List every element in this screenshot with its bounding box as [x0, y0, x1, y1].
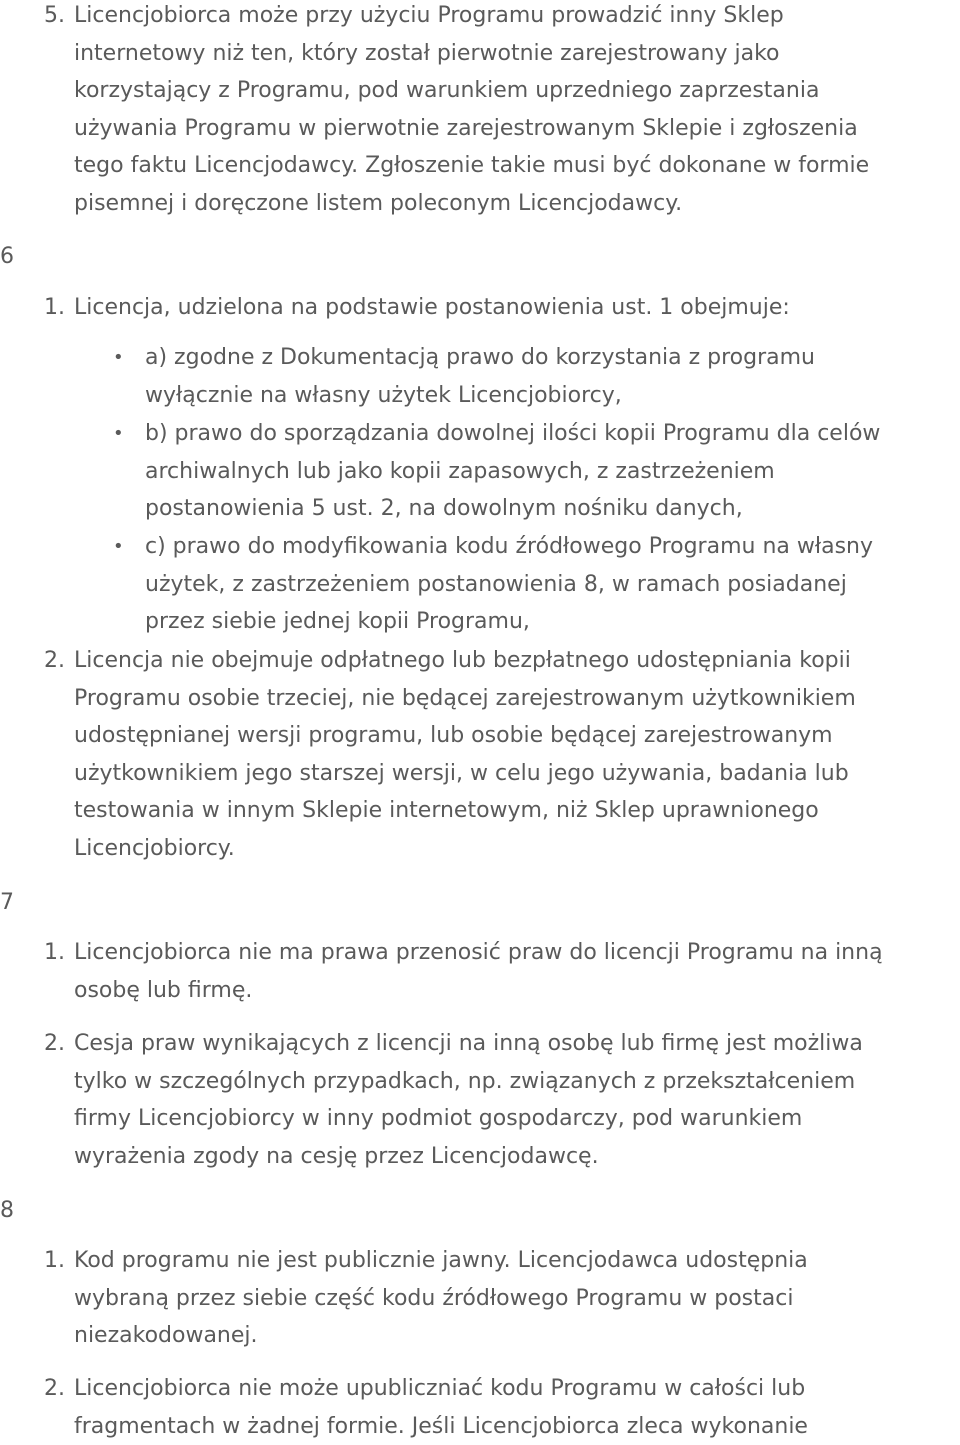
section-heading-8 — [0, 1192, 14, 1230]
item-number: 2. — [44, 648, 65, 673]
item-text: Licencjobiorca nie może upubliczniać kodu Programu w całości lub fragmentach w żadnej formie. Jeśli Licencjobiorca zleca wykonanie — [74, 1376, 808, 1439]
bullet-point: • — [113, 423, 124, 444]
bullet-point: • — [113, 536, 124, 557]
list-item-text: b) prawo do sporządzania dowolnej ilości kopii Programu dla celów archiwalnych lub jako kopii zapasowych, z zastrzeżeniem postanowienia 5 ust. 2, na dowolnym nośniku danych, — [145, 421, 881, 521]
item-number: 1. — [44, 295, 65, 320]
section-number: 8 — [0, 1198, 14, 1223]
section-number: 6 — [0, 244, 14, 269]
item-text: Licencja, udzielona na podstawie postanowienia ust. 1 obejmuje: — [74, 295, 790, 320]
list-item-text: c) prawo do modyfikowania kodu źródłowego Programu na własny użytek, z zastrzeżeniem postanowienia 8, w ramach posiadanej przez siebie jednej kopii Programu, — [145, 534, 874, 634]
paragraph-item-6-1 — [44, 289, 960, 327]
item-text: Licencja nie obejmuje odpłatnego lub bezpłatnego udostępniania kopii Programu osobie trzeciej, nie będącej zarejestrowanym użytkownikiem udostępnianej wersji programu, lub osobie będącej zarejestrowanym użytkownikiem jego starszej wersji, w celu jego używania, badania lub testowania w innym Sklepie internetowym, niż Sklep uprawnionego Licencjobiorcy. — [74, 648, 856, 861]
item-number: 1. — [44, 1248, 65, 1273]
bullet-point: • — [113, 347, 124, 368]
list-item — [113, 415, 960, 528]
section-heading-6 — [0, 238, 14, 276]
item-text: Cesja praw wynikających z licencji na inną osobę lub firmę jest możliwa tylko w szczególnych przypadkach, np. związanych z przekształceniem firmy Licencjobiorcy w inny podmiot gospodarczy, pod warunkiem wyrażenia zgody na cesję przez Licencjodawcę. — [74, 1031, 863, 1169]
item-number: 1. — [44, 940, 65, 965]
item-number: 2. — [44, 1031, 65, 1056]
paragraph-item-7-1 — [44, 934, 960, 1009]
paragraph-item-7-2 — [44, 1025, 960, 1175]
section-heading-7 — [0, 884, 14, 922]
paragraph-item-6-2 — [44, 642, 960, 867]
item-number: 2. — [44, 1376, 65, 1401]
list-item — [113, 528, 960, 641]
list-item-text: a) zgodne z Dokumentacją prawo do korzystania z programu wyłącznie na własny użytek Licencjobiorcy, — [145, 345, 815, 408]
paragraph-item-8-2 — [44, 1370, 960, 1445]
item-text: Licencjobiorca nie ma prawa przenosić praw do licencji Programu na inną osobę lub firmę. — [74, 940, 883, 1003]
paragraph-item-5 — [44, 0, 960, 222]
section-number: 7 — [0, 890, 14, 915]
list-item — [113, 339, 960, 414]
item-text: Kod programu nie jest publicznie jawny. Licencjodawca udostępnia wybraną przez siebie część kodu źródłowego Programu w postaci niezakodowanej. — [74, 1248, 808, 1348]
item-number: 5. — [44, 3, 65, 28]
paragraph-item-8-1 — [44, 1242, 960, 1355]
item-text: Licencjobiorca może przy użyciu Programu prowadzić inny Sklep internetowy niż ten, który został pierwotnie zarejestrowany jako korzystający z Programu, pod warunkiem uprzedniego zaprzestania używania Programu w pierwotnie zarejestrowanym Sklepie i zgłoszenia tego faktu Licencjodawcy. Zgłoszenie takie musi być dokonane w formie pisemnej i doręczone listem poleconym Licencjodawcy. — [74, 3, 870, 216]
